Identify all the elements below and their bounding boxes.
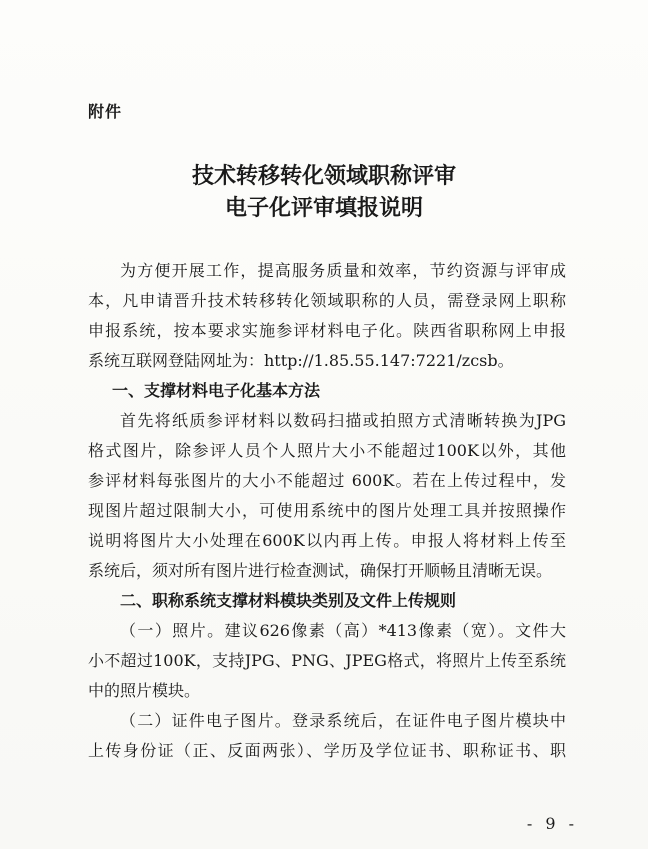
paragraph-line: 小不超过100K，支持JPG、PNG、JPEG格式，将照片上传至系统 xyxy=(88,651,566,670)
paragraph-line: 现图片超过限制大小，可使用系统中的图片处理工具并按照操作 xyxy=(88,501,566,520)
paragraph-line: 中的照片模块。 xyxy=(88,681,201,700)
paragraph-line: 申报系统，按本要求实施参评材料电子化。陕西省职称网上申报 xyxy=(88,321,566,340)
paragraph-line: （一）照片。建议626像素（高）*413像素（宽）。文件大 xyxy=(120,621,566,640)
document-body xyxy=(88,256,566,766)
page-number: - 9 - xyxy=(526,814,578,833)
paragraph-line: （二）证件电子图片。登录系统后，在证件电子图片模块中 xyxy=(120,711,566,730)
paragraph-line: 首先将纸质参评材料以数码扫描或拍照方式清晰转换为JPG xyxy=(120,411,566,430)
attachment-label: 附件 xyxy=(88,102,123,121)
paragraph-line: 格式图片，除参评人员个人照片大小不能超过100K以外，其他 xyxy=(88,441,566,460)
title-line-2: 电子化评审填报说明 xyxy=(224,195,423,221)
paragraph-line: 系统互联网登陆网址为：http://1.85.55.147:7221/zcsb。 xyxy=(88,351,514,370)
title-line-1: 技术转移转化领域职称评审 xyxy=(191,163,456,189)
section-heading-1: 一、支撑材料电子化基本方法 xyxy=(112,381,321,400)
paragraph-line: 系统后，须对所有图片进行检查测试，确保打开顺畅且清晰无误。 xyxy=(88,561,553,580)
paragraph-line: 上传身份证（正、反面两张）、学历及学位证书、职称证书、职 xyxy=(88,741,566,760)
paragraph-line: 参评材料每张图片的大小不能超过 600K。若在上传过程中，发 xyxy=(88,471,566,490)
document-title xyxy=(0,160,648,224)
paragraph-line: 为方便开展工作，提高服务质量和效率，节约资源与评审成 xyxy=(120,261,566,280)
paragraph-line: 本，凡申请晋升技术转移转化领域职称的人员，需登录网上职称 xyxy=(88,291,566,310)
section-heading-2: 二、职称系统支撑材料模块类别及文件上传规则 xyxy=(120,591,457,610)
paragraph-line: 说明将图片大小处理在600K以内再上传。申报人将材料上传至 xyxy=(88,531,566,550)
